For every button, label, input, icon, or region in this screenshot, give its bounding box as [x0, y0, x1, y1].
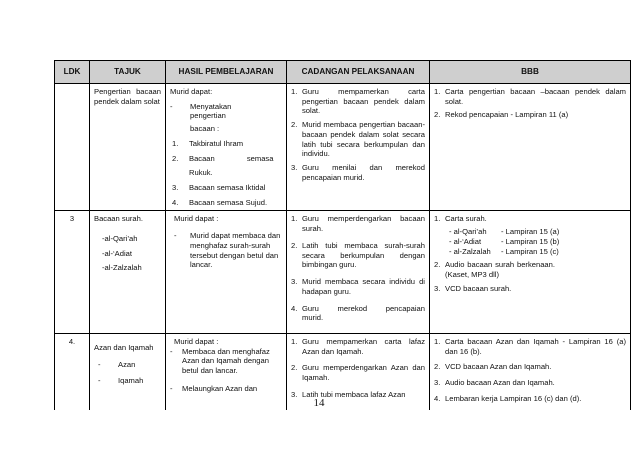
- row3-tajuk-text: Azan dan Iqamah: [94, 342, 154, 352]
- list-item: 3. Bacaan semasa Iktidal: [172, 183, 266, 193]
- header-cadangan-pelaksanaan: CADANGAN PELAKSANAAN: [287, 61, 430, 84]
- row1-hasil-intro: Murid dapat:: [170, 87, 213, 96]
- table-row: [55, 84, 631, 211]
- list-item: 2. Murid membaca pengertian bacaan-bacaan pendek dalam solat secara latih tubi secara berkumpulan dan individu.: [291, 120, 425, 159]
- list-item: 1. Carta surah.: [434, 214, 487, 224]
- list-item: 4. Guru merekod pencapaian murid.: [291, 303, 425, 323]
- row2-hasil-intro: Murid dapat :: [174, 214, 219, 224]
- list-item: Rukuk.: [189, 168, 213, 178]
- list-item: 3. Latih tubi membaca lafaz Azan: [291, 389, 406, 399]
- header-ldk: LDK: [55, 61, 90, 84]
- list-item: 1. Carta bacaan Azan dan Iqamah - Lampiran 16 (a) dan 16 (b).: [434, 336, 626, 356]
- list-item: - Melaungkan Azan dan: [170, 383, 258, 393]
- list-item: 1. Takbiratul Ihram: [172, 138, 244, 148]
- row1-cadangan: [287, 84, 430, 211]
- row1-bbb: [430, 84, 631, 211]
- lesson-plan-table: [54, 60, 631, 410]
- list-item: 1. Carta pengertian bacaan –bacaan pendek dalam solat.: [434, 87, 626, 106]
- row1-tajuk-text: Pengertian bacaan pendek dalam solat: [94, 87, 161, 106]
- list-item: 2. Latih tubi membaca surah-surah secara berkumpulan dengan bimbingan guru.: [291, 240, 425, 270]
- list-item: 4. Lembaran kerja Lampiran 16 (c) dan (d).: [434, 393, 582, 403]
- list-item: 3. VCD bacaan surah.: [434, 283, 512, 293]
- table-row: [55, 211, 631, 333]
- list-item: 3. Audio bacaan Azan dan Iqamah.: [434, 378, 555, 388]
- row2-tajuk-text: Bacaan surah.: [94, 214, 143, 224]
- row2-hasil: [166, 211, 287, 333]
- list-item: 3. Guru menilai dan merekod pencapaian murid.: [291, 163, 425, 182]
- list-item: -al-Qari’ah: [102, 234, 138, 244]
- row3-hasil-intro: Murid dapat :: [174, 336, 219, 346]
- row1-hasil-cont: bacaan :: [190, 124, 220, 134]
- row2-ldk: 3: [55, 211, 90, 333]
- list-item: 3. Murid membaca secara individu di hadapan guru.: [291, 277, 425, 296]
- row1-hasil-dash: - Menyatakan pengertian: [170, 101, 232, 121]
- lampiran-list: [449, 227, 626, 256]
- list-item: - al-Zalzalah - Lampiran 15 (c): [449, 246, 559, 256]
- row2-tajuk: [90, 211, 166, 333]
- row3-ldk: 4.: [55, 333, 90, 409]
- row1-tajuk: [90, 84, 166, 211]
- list-item: 2. Audio bacaan surah berkenaan. (Kaset, MP3 dll): [434, 260, 555, 280]
- list-item: 2. Bacaan semasa: [172, 153, 274, 163]
- list-item: - Membaca dan menghafaz Azan dan Iqamah dengan betul dan lancar.: [170, 346, 270, 376]
- list-item: 1. Guru mempamerkan carta lafaz Azan dan Iqamah.: [291, 336, 425, 356]
- header-hasil-pembelajaran: HASIL PEMBELAJARAN: [166, 61, 287, 84]
- list-item: 4. Bacaan semasa Sujud.: [172, 197, 268, 207]
- list-item: - Iqamah: [98, 376, 144, 386]
- row2-cadangan: [287, 211, 430, 333]
- list-item: - al-Qari’ah - Lampiran 15 (a): [449, 227, 560, 237]
- list-item: 1. Guru mempamerkan carta pengertian bacaan pendek dalam solat.: [291, 87, 425, 116]
- list-item: - al-‘Adiat - Lampiran 15 (b): [449, 236, 560, 246]
- row2-hasil-dash: - Murid dapat membaca dan menghafaz surah-surah tersebut dengan betul dan lancar.: [174, 231, 281, 270]
- row1-hasil: [166, 84, 287, 211]
- list-item: - Azan: [98, 359, 136, 369]
- header-tajuk: TAJUK: [90, 61, 166, 84]
- list-item: -al-‘Adiat: [102, 248, 132, 258]
- row2-bbb: [430, 211, 631, 333]
- header-bbb: BBB: [430, 61, 631, 84]
- page-number: 14: [313, 397, 325, 409]
- list-item: 2. Rekod pencapaian - Lampiran 11 (a): [434, 110, 569, 120]
- list-item: -al-Zalzalah: [102, 263, 142, 273]
- list-item: 2. Guru memperdengarkan Azan dan Iqamah.: [291, 363, 425, 383]
- list-item: 1. Guru memperdengarkan bacaan surah.: [291, 214, 425, 234]
- row1-ldk: [55, 84, 90, 211]
- list-item: 2. VCD bacaan Azan dan Iqamah.: [434, 362, 552, 372]
- table-header-row: [55, 61, 631, 84]
